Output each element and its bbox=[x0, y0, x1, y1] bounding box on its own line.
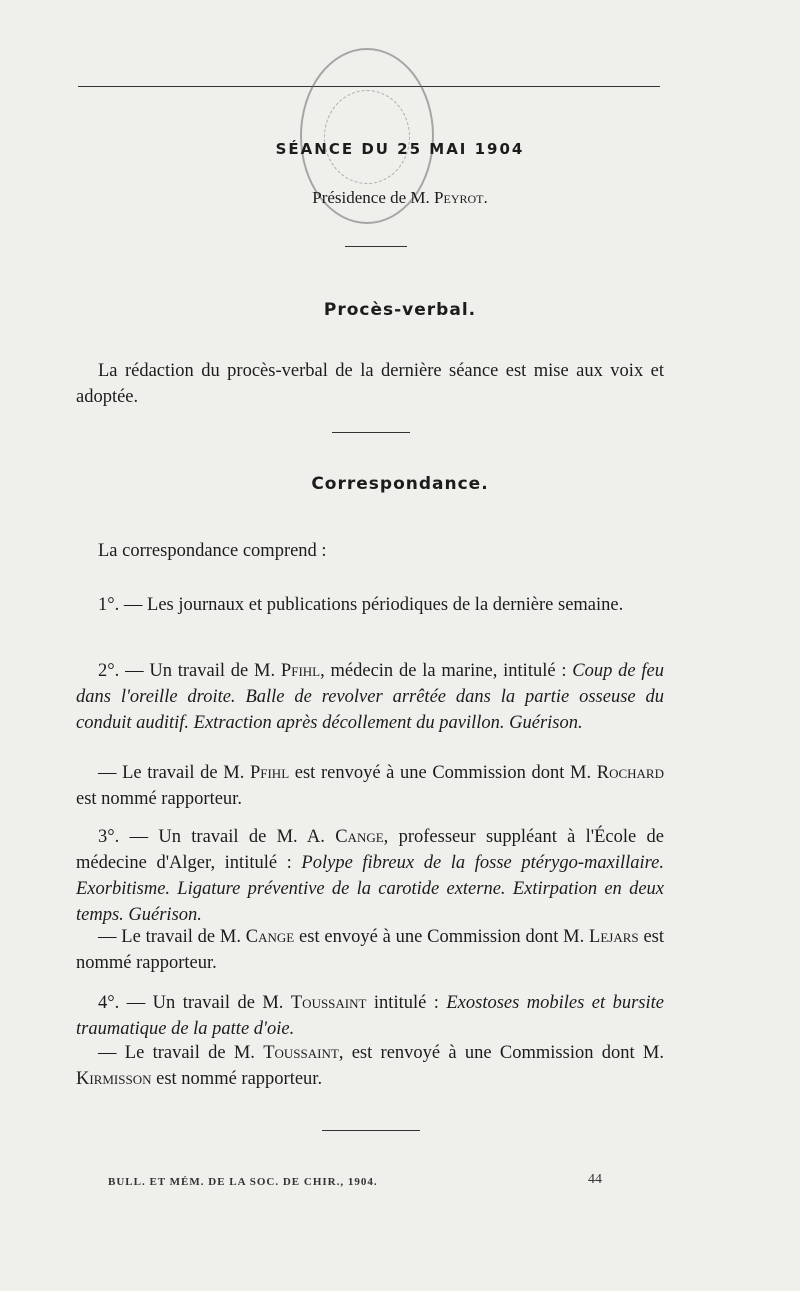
referral-end: est nommé rapporteur. bbox=[151, 1069, 323, 1089]
work-title: Coup de feu dans l'oreille droite. Balle de revolver arrêtée dans la partie osseuse du conduit auditif. Extraction après décollement du pavillon. Guérison. bbox=[76, 661, 665, 733]
referral-mid: est envoyé à une Commission dont M. bbox=[294, 927, 590, 947]
correspondance-item-1: 1°. — Les journaux et publications périodiques de la dernière semaine. bbox=[98, 595, 624, 615]
item-lead: 2°. — Un travail de M. bbox=[98, 661, 281, 681]
referral-mid: , est renvoyé à une Commission dont M. bbox=[338, 1043, 664, 1063]
item-mid: intitulé : bbox=[366, 993, 447, 1013]
president-name: Peyrot. bbox=[434, 188, 488, 207]
author-name: Cange bbox=[245, 927, 295, 947]
presidence-line bbox=[0, 188, 800, 208]
stamp-inner-ring bbox=[324, 90, 410, 184]
item-mid: , professeur suppléant à l'École de médecine d'Alger, intitulé : bbox=[76, 827, 664, 873]
author-name: Pfihl bbox=[280, 661, 321, 681]
author-name: Pfihl bbox=[249, 763, 290, 783]
rapporteur-name: Kirmisson bbox=[76, 1069, 152, 1089]
work-title: Exostoses mobiles et bursite traumatique de la patte d'oie. bbox=[76, 993, 664, 1039]
author-name: Toussaint bbox=[263, 1043, 339, 1063]
correspondance-heading: Correspondance. bbox=[311, 474, 489, 494]
session-title: SÉANCE DU 25 MAI 1904 bbox=[275, 140, 525, 158]
referral-mid: est renvoyé à une Commission dont M. bbox=[289, 763, 597, 783]
item-mid: , médecin de la marine, intitulé : bbox=[320, 661, 573, 681]
rapporteur-name: Lejars bbox=[589, 927, 639, 947]
referral-lead: — Le travail de M. bbox=[98, 763, 250, 783]
proces-verbal-heading: Procès-verbal. bbox=[323, 300, 477, 320]
running-footer: BULL. ET MÉM. DE LA SOC. DE CHIR., 1904. bbox=[108, 1176, 378, 1188]
section-divider bbox=[332, 432, 410, 433]
proces-verbal-text: La rédaction du procès-verbal de la dernière séance est mise aux voix et adoptée. bbox=[76, 361, 664, 407]
section-divider bbox=[345, 246, 407, 247]
correspondance-item-3 bbox=[76, 824, 664, 928]
work-title: Polype fibreux de la fosse ptérygo-maxillaire. Exorbitisme. Ligature préventive de la carotide externe. Extirpation en deux temps. Guérison. bbox=[76, 853, 664, 925]
author-name: Toussaint bbox=[290, 993, 367, 1013]
referral-lead: — Le travail de M. bbox=[98, 1043, 264, 1063]
correspondance-item-2-referral bbox=[76, 760, 664, 812]
correspondance-item-3-referral bbox=[76, 924, 664, 976]
item-lead: 4°. — Un travail de M. bbox=[98, 993, 291, 1013]
referral-end: est nommé rapporteur. bbox=[76, 789, 242, 809]
presidence-prefix: Présidence de M. bbox=[312, 188, 430, 207]
rapporteur-name: Rochard bbox=[596, 763, 664, 783]
author-name: Cange bbox=[335, 827, 384, 847]
correspondance-item-4-referral bbox=[76, 1040, 664, 1092]
page-number: 44 bbox=[588, 1172, 602, 1187]
correspondance-item-4 bbox=[76, 990, 664, 1042]
correspondance-intro: La correspondance comprend : bbox=[98, 541, 327, 561]
referral-lead: — Le travail de M. bbox=[98, 927, 246, 947]
end-divider bbox=[322, 1130, 420, 1131]
item-lead: 3°. — Un travail de M. A. bbox=[98, 827, 336, 847]
referral-end: est nommé rapporteur. bbox=[76, 927, 664, 973]
correspondance-item-2 bbox=[76, 658, 664, 736]
